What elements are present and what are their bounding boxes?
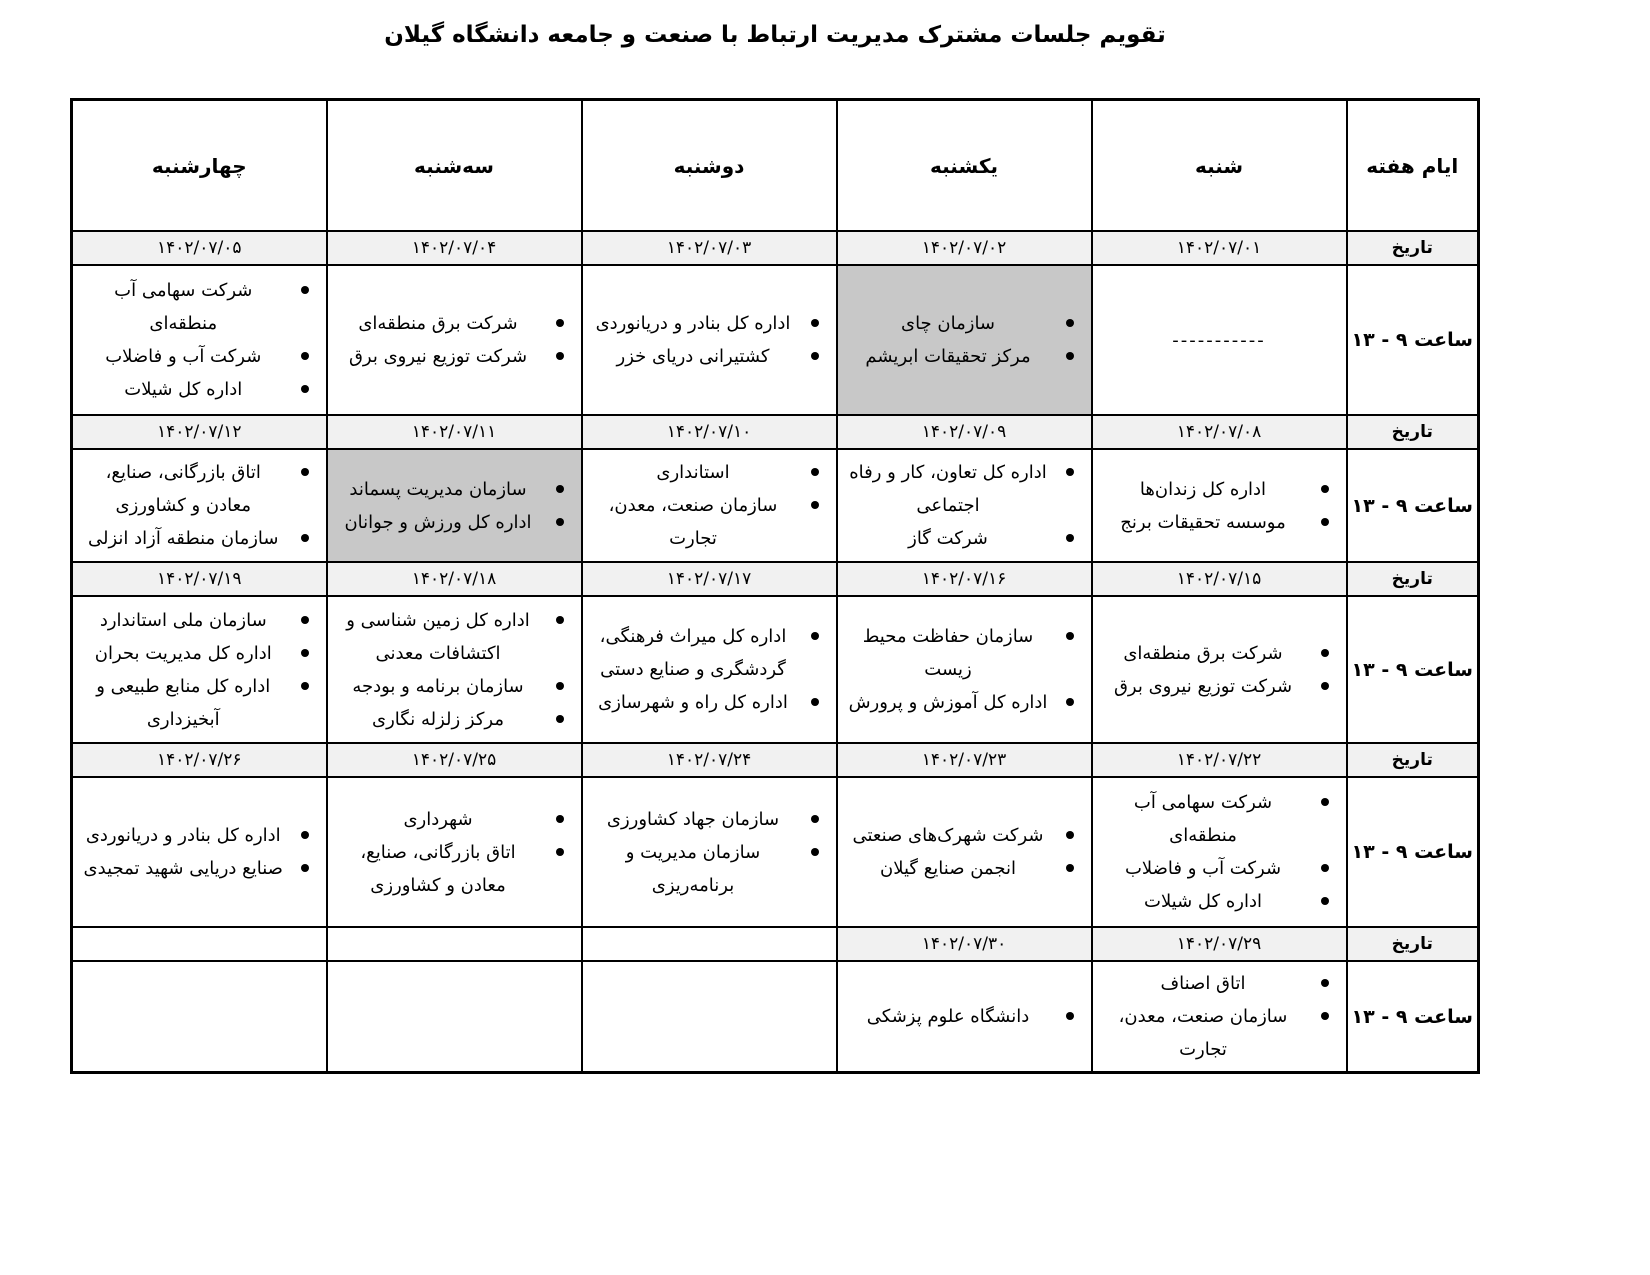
schedule-cell [72,961,327,1073]
bullet-icon [556,352,564,360]
org-item [76,819,323,852]
schedule-cell [1092,961,1347,1073]
schedule-cell [72,265,327,415]
date-cell [582,927,837,961]
org-name: موسسه تحقیقات برنج [1120,511,1286,533]
time-row-label: ساعت ۹ - ۱۳ [1347,596,1479,743]
date-cell: ۱۴۰۲/۰۷/۰۵ [72,231,327,265]
date-row-label: تاریخ [1347,562,1479,596]
bullet-icon [1321,864,1329,872]
date-cell: ۱۴۰۲/۰۷/۱۹ [72,562,327,596]
bullet-icon [1321,485,1329,493]
date-cell: ۱۴۰۲/۰۷/۳۰ [837,927,1092,961]
org-name: اداره کل زندان‌ها [1139,478,1267,500]
date-row [72,927,1479,961]
bullet-icon [556,848,564,856]
org-name: شرکت برق منطقه‌ای [358,313,518,334]
org-item [331,703,578,736]
schedule-cell [72,596,327,743]
bullet-icon [301,682,309,690]
schedule-row [72,961,1479,1073]
schedule-row [72,777,1479,927]
bullet-icon [556,319,564,327]
bullet-icon [1321,979,1329,987]
time-row-label: ساعت ۹ - ۱۳ [1347,265,1479,415]
schedule-cell [837,449,1092,562]
org-item [1096,852,1343,885]
schedule-cell [582,265,837,415]
org-name: سازمان صنعت، معدن، تجارت [1118,1006,1288,1060]
header-day-monday: دوشنبه [582,100,837,232]
bullet-icon [811,698,819,706]
date-row-label: تاریخ [1347,927,1479,961]
org-item [331,473,578,506]
time-row-label: ساعت ۹ - ۱۳ [1347,777,1479,927]
date-cell: ۱۴۰۲/۰۷/۲۹ [1092,927,1347,961]
bullet-icon [556,715,564,723]
org-name: شرکت شهرک‌های صنعتی [852,825,1044,846]
bullet-icon [1321,649,1329,657]
date-cell: ۱۴۰۲/۰۷/۱۱ [327,415,582,449]
org-name: اداره کل راه و شهرسازی [598,692,788,713]
org-name: شرکت سهامی آب منطقه‌ای [114,280,253,334]
org-name: مرکز تحقیقات ابریشم [865,346,1031,367]
org-name: شهرداری [403,808,473,830]
date-cell [72,927,327,961]
org-item [841,340,1088,373]
org-name: کشتیرانی دریای خزر [616,346,770,367]
bullet-icon [1066,319,1074,327]
bullet-icon [301,864,309,872]
date-cell: ۱۴۰۲/۰۷/۲۶ [72,743,327,777]
bullet-icon [1066,534,1074,542]
org-item [586,307,833,340]
date-cell: ۱۴۰۲/۰۷/۰۹ [837,415,1092,449]
org-item [586,620,833,686]
org-item [841,456,1088,522]
org-item [76,456,323,522]
time-row-label: ساعت ۹ - ۱۳ [1347,449,1479,562]
org-name: صنایع دریایی شهید تمجیدی [83,858,283,879]
org-item [1096,473,1343,506]
empty-dashes: ----------- [1172,329,1266,351]
org-name: شرکت توزیع نیروی برق [1113,675,1293,697]
bullet-icon [1321,518,1329,526]
org-item [841,620,1088,686]
org-name: شرکت توزیع نیروی برق [348,346,528,367]
schedule-cell [1092,265,1347,415]
schedule-cell [582,449,837,562]
org-item [841,852,1088,885]
schedule-cell [582,596,837,743]
org-item [586,489,833,555]
org-name: اداره کل بنادر و دریانوردی [595,313,791,334]
date-row-label: تاریخ [1347,743,1479,777]
date-cell: ۱۴۰۲/۰۷/۲۲ [1092,743,1347,777]
date-cell: ۱۴۰۲/۰۷/۰۳ [582,231,837,265]
schedule-cell [837,596,1092,743]
header-days-label: ایام هفته [1347,100,1479,232]
schedule-cell [837,777,1092,927]
date-cell: ۱۴۰۲/۰۷/۰۲ [837,231,1092,265]
date-cell: ۱۴۰۲/۰۷/۲۵ [327,743,582,777]
schedule-cell [1092,449,1347,562]
bullet-icon [1066,698,1074,706]
org-name: اتاق اصناف [1160,973,1246,994]
schedule-cell [582,777,837,927]
schedule-cell [1092,596,1347,743]
schedule-cell [327,449,582,562]
schedule-cell [837,961,1092,1073]
bullet-icon [1066,352,1074,360]
date-cell: ۱۴۰۲/۰۷/۱۲ [72,415,327,449]
org-item [1096,967,1343,1000]
bullet-icon [301,385,309,393]
org-item [331,670,578,703]
org-name: اداره کل آموزش و پرورش [848,692,1048,713]
bullet-icon [556,616,564,624]
org-name: اداره کل تعاون، کار و رفاه اجتماعی [849,462,1047,516]
org-item [76,340,323,373]
date-cell: ۱۴۰۲/۰۷/۱۶ [837,562,1092,596]
bullet-icon [1066,831,1074,839]
org-name: اداره کل مدیریت بحران [94,642,272,664]
org-name: دانشگاه علوم پزشکی [866,1006,1030,1027]
org-name: اداره کل بنادر و دریانوردی [85,825,281,846]
org-name: مرکز زلزله نگاری [372,708,504,730]
org-item [1096,506,1343,539]
org-name: سازمان مدیریت پسماند [349,478,527,500]
org-name: انجمن صنایع گیلان [880,858,1016,879]
bullet-icon [1321,798,1329,806]
bullet-icon [556,815,564,823]
header-row [72,100,1479,232]
org-item [586,686,833,719]
bullet-icon [301,286,309,294]
bullet-icon [556,518,564,526]
time-row-label: ساعت ۹ - ۱۳ [1347,961,1479,1073]
bullet-icon [811,815,819,823]
bullet-icon [1066,468,1074,476]
bullet-icon [301,649,309,657]
date-row [72,562,1479,596]
org-name: سازمان ملی استاندارد [99,609,267,631]
org-name: سازمان صنعت، معدن، تجارت [608,495,778,549]
date-cell: ۱۴۰۲/۰۷/۱۰ [582,415,837,449]
schedule-cell [72,449,327,562]
page-title: تقویم جلسات مشترک مدیریت ارتباط با صنعت و جامعه دانشگاه گیلان [384,22,1166,48]
date-cell: ۱۴۰۲/۰۷/۲۳ [837,743,1092,777]
schedule-cell [327,961,582,1073]
org-name: اداره کل منابع طبیعی و آبخیزداری [96,675,271,730]
org-item [586,836,833,902]
org-name: شرکت گاز [908,528,988,549]
bullet-icon [1321,897,1329,905]
org-item [331,307,578,340]
org-item [841,686,1088,719]
schedule-cell [327,777,582,927]
org-item [586,456,833,489]
date-cell: ۱۴۰۲/۰۷/۱۸ [327,562,582,596]
schedule-row [72,449,1479,562]
bullet-icon [556,485,564,493]
org-name: شرکت سهامی آب منطقه‌ای [1133,792,1273,846]
org-item [1096,670,1343,703]
org-name: سازمان برنامه و بودجه [352,675,524,697]
date-row-label: تاریخ [1347,415,1479,449]
org-name: اداره کل شیلات [1144,891,1262,912]
org-item [841,1000,1088,1033]
date-row-label: تاریخ [1347,231,1479,265]
org-name: استانداری [656,462,730,483]
schedule-row [72,265,1479,415]
org-item [76,604,323,637]
bullet-icon [811,352,819,360]
meeting-schedule-table [70,98,1480,1074]
org-item [841,307,1088,340]
header-day-sunday: یکشنبه [837,100,1092,232]
org-item [331,803,578,836]
org-name: سازمان جهاد کشاورزی [606,808,780,830]
date-row [72,231,1479,265]
schedule-cell [327,265,582,415]
bullet-icon [1321,682,1329,690]
bullet-icon [1321,1012,1329,1020]
org-item [331,604,578,670]
bullet-icon [301,468,309,476]
org-name: شرکت آب و فاضلاب [1124,858,1282,879]
date-cell: ۱۴۰۲/۰۷/۱۵ [1092,562,1347,596]
org-name: شرکت آب و فاضلاب [105,346,262,367]
schedule-cell [582,961,837,1073]
org-item [331,836,578,902]
date-row [72,415,1479,449]
schedule-cell [837,265,1092,415]
org-name: اداره کل ورزش و جوانان [344,511,532,533]
bullet-icon [556,682,564,690]
org-item [76,274,323,340]
bullet-icon [1066,1012,1074,1020]
date-cell: ۱۴۰۲/۰۷/۱۷ [582,562,837,596]
header-day-saturday: شنبه [1092,100,1347,232]
org-item [76,373,323,406]
schedule-cell [327,596,582,743]
org-item [841,819,1088,852]
org-item [1096,1000,1343,1066]
org-item [1096,786,1343,852]
org-item [331,506,578,539]
org-item [76,670,323,736]
bullet-icon [301,616,309,624]
bullet-icon [301,534,309,542]
date-cell: ۱۴۰۲/۰۷/۰۴ [327,231,582,265]
org-name: اتاق بازرگانی، صنایع، معادن و کشاورزی [105,462,261,516]
org-item [76,852,323,885]
org-item [1096,637,1343,670]
org-name: سازمان منطقه آزاد انزلی [87,528,279,549]
org-item [76,522,323,555]
org-item [586,803,833,836]
schedule-cell [72,777,327,927]
bullet-icon [811,501,819,509]
org-item [76,637,323,670]
date-cell: ۱۴۰۲/۰۷/۰۸ [1092,415,1347,449]
date-cell [327,927,582,961]
org-item [331,340,578,373]
bullet-icon [1066,864,1074,872]
header-day-tuesday: سه‌شنبه [327,100,582,232]
header-day-wednesday: چهارشنبه [72,100,327,232]
bullet-icon [811,468,819,476]
org-name: اداره کل زمین شناسی و اکتشافات معدنی [346,609,530,664]
org-name: شرکت برق منطقه‌ای [1123,642,1283,664]
schedule-cell [1092,777,1347,927]
date-cell: ۱۴۰۲/۰۷/۲۴ [582,743,837,777]
org-name: اداره کل شیلات [124,379,243,400]
org-name: اتاق بازرگانی، صنایع، معادن و کشاورزی [360,841,516,896]
org-item [586,340,833,373]
bullet-icon [811,319,819,327]
bullet-icon [811,848,819,856]
bullet-icon [301,352,309,360]
org-name: سازمان مدیریت و برنامه‌ریزی [625,841,761,896]
schedule-row [72,596,1479,743]
bullet-icon [1066,632,1074,640]
bullet-icon [811,632,819,640]
org-name: اداره کل میراث فرهنگی، گردشگری و صنایع دستی [599,626,787,680]
org-name: سازمان چای [900,313,996,334]
org-item [841,522,1088,555]
org-name: سازمان حفاظت محیط زیست [862,626,1034,680]
bullet-icon [301,831,309,839]
org-item [1096,885,1343,918]
date-row [72,743,1479,777]
date-cell: ۱۴۰۲/۰۷/۰۱ [1092,231,1347,265]
